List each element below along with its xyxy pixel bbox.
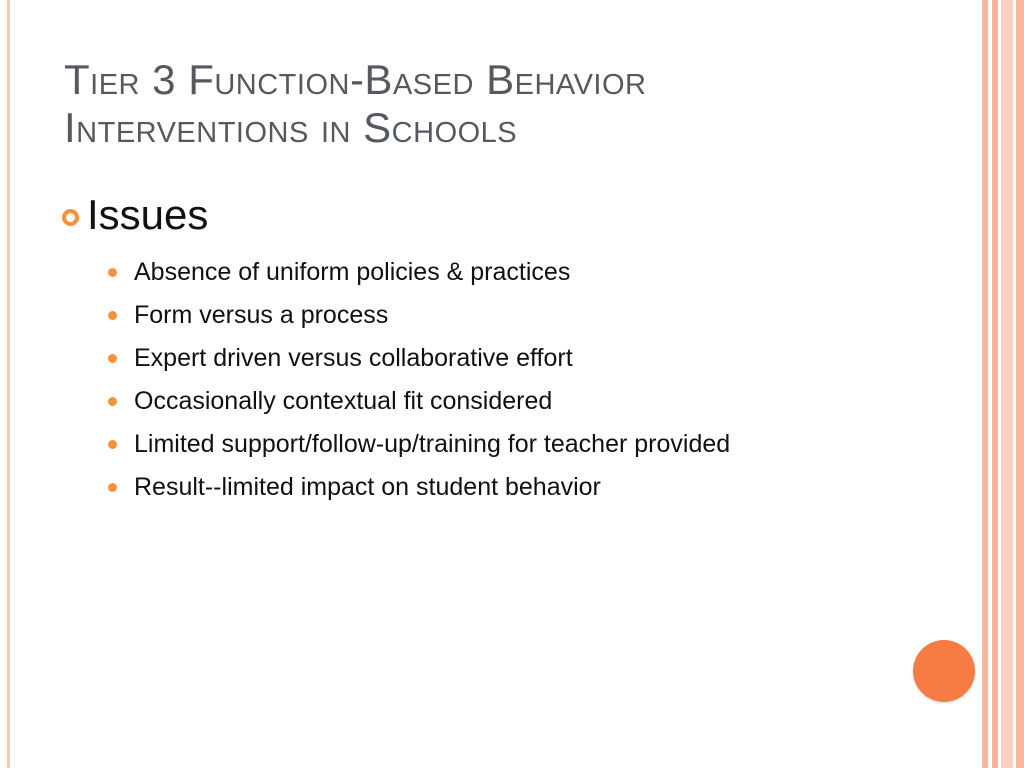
list-item [108,294,730,337]
list-item-text: Form versus a process [134,301,389,329]
list-item-text: Expert driven versus collaborative effort [134,344,573,372]
dot-bullet-icon [108,483,117,492]
list-item [108,423,730,466]
right-decorative-stripe [1001,0,1013,768]
list-item [108,466,730,509]
issues-heading [62,190,208,240]
slide-title [64,56,944,152]
dot-bullet-icon [108,397,117,406]
list-item-text: Absence of uniform policies & practices [134,258,571,286]
dot-bullet-icon [108,311,117,320]
list-item [108,251,730,294]
slide-title-line-1: Tier 3 Function-Based Behavior [64,56,647,103]
list-item-text: Limited support/follow-up/training for teacher provided [134,430,731,458]
list-item [108,380,730,423]
dot-bullet-icon [108,268,117,277]
left-decorative-stripe [7,0,10,768]
right-decorative-stripe [1016,0,1024,768]
issues-heading-label: Issues [87,191,209,238]
dot-bullet-icon [108,354,117,363]
decorative-orange-circle [913,640,975,702]
ring-bullet-icon [62,209,79,226]
list-item-text: Occasionally contextual fit considered [134,387,553,415]
list-item [108,337,730,380]
list-item-text: Result--limited impact on student behavior [134,473,601,501]
issues-list [108,251,730,509]
slide-title-line-2: Interventions in Schools [64,104,518,151]
dot-bullet-icon [108,440,117,449]
